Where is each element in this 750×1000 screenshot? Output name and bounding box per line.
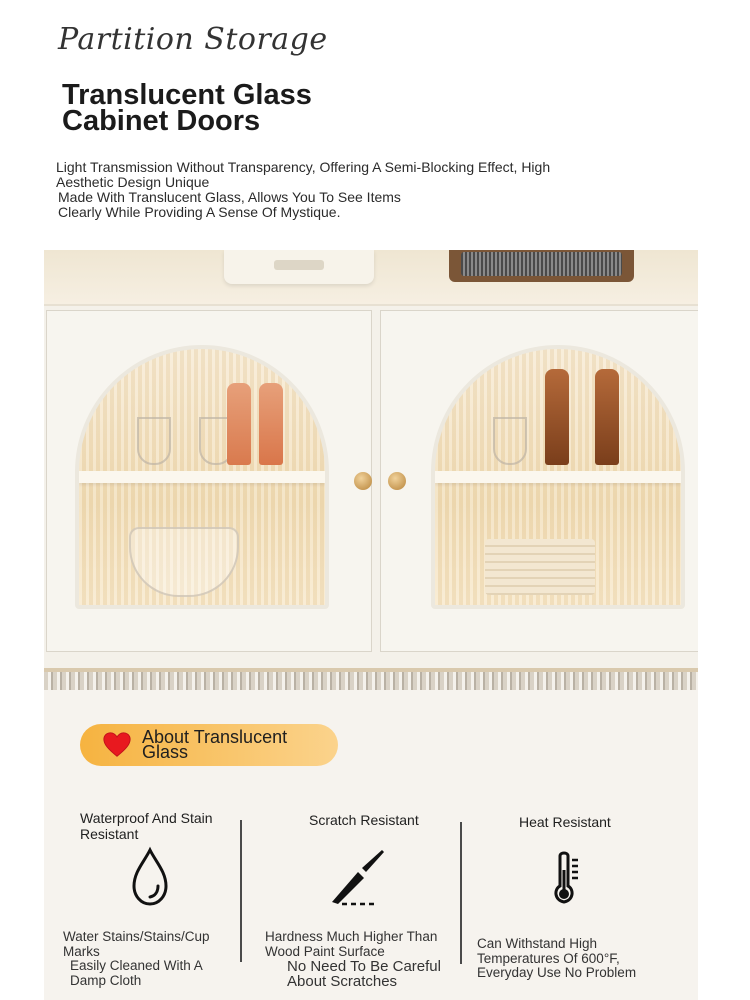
water-drop-icon bbox=[118, 846, 182, 910]
glass-panel-left bbox=[75, 345, 329, 609]
feature-desc-1: Can Withstand High Temperatures Of 600°F, Everyday Use No Problem bbox=[477, 936, 637, 980]
divider bbox=[240, 820, 242, 962]
page-title: Translucent Glass Cabinet Doors bbox=[62, 79, 312, 137]
section-badge-label: About Translucent Glass bbox=[142, 727, 288, 762]
feature-desc-1: Hardness Much Higher Than Wood Paint Surface bbox=[265, 929, 438, 959]
speaker bbox=[449, 250, 634, 282]
wine-glass bbox=[137, 417, 171, 465]
glass-jug bbox=[493, 417, 527, 465]
feature-title: Waterproof And Stain Resistant bbox=[80, 810, 213, 842]
shelf bbox=[79, 471, 325, 483]
feature-title: Heat Resistant bbox=[519, 814, 611, 830]
section-badge bbox=[80, 724, 338, 766]
plate-stack bbox=[485, 539, 595, 595]
door-knob bbox=[388, 472, 406, 490]
feature-scratch-resistant bbox=[266, 808, 466, 998]
jar bbox=[259, 383, 283, 465]
feature-desc-2: Easily Cleaned With A Damp Cloth bbox=[70, 958, 203, 988]
features-section bbox=[44, 690, 698, 1000]
cabinet-photo bbox=[44, 250, 698, 690]
scalpel-icon bbox=[324, 846, 388, 910]
countertop bbox=[44, 250, 698, 306]
wine-bottle bbox=[595, 369, 619, 465]
heart-icon bbox=[102, 730, 132, 760]
glass-bowl bbox=[129, 527, 239, 597]
feature-title: Scratch Resistant bbox=[309, 812, 419, 828]
jar bbox=[227, 383, 251, 465]
description bbox=[56, 160, 576, 220]
script-title: Partition Storage bbox=[58, 22, 328, 57]
description-line-1: Light Transmission Without Transparency, Offering A Semi-Blocking Effect, High Aesthetic Design Unique bbox=[56, 159, 551, 190]
feature-waterproof bbox=[62, 808, 262, 998]
feature-heat-resistant bbox=[474, 808, 684, 998]
door-knob bbox=[354, 472, 372, 490]
feature-desc-2: No Need To Be Careful About Scratches bbox=[287, 958, 441, 990]
shelf bbox=[435, 471, 681, 483]
cabinet-body bbox=[44, 306, 698, 668]
cabinet-door-right bbox=[380, 310, 698, 652]
wine-bottle bbox=[545, 369, 569, 465]
feature-desc-1: Water Stains/Stains/Cup Marks bbox=[63, 929, 210, 959]
description-line-2: Made With Translucent Glass, Allows You To See Items Clearly While Providing A Sense Of Mystique. bbox=[58, 189, 401, 220]
divider bbox=[460, 822, 462, 964]
thermometer-icon bbox=[536, 848, 600, 912]
rug bbox=[44, 668, 698, 690]
appliance-display bbox=[274, 260, 324, 270]
glass-panel-right bbox=[431, 345, 685, 609]
cabinet-door-left bbox=[46, 310, 372, 652]
